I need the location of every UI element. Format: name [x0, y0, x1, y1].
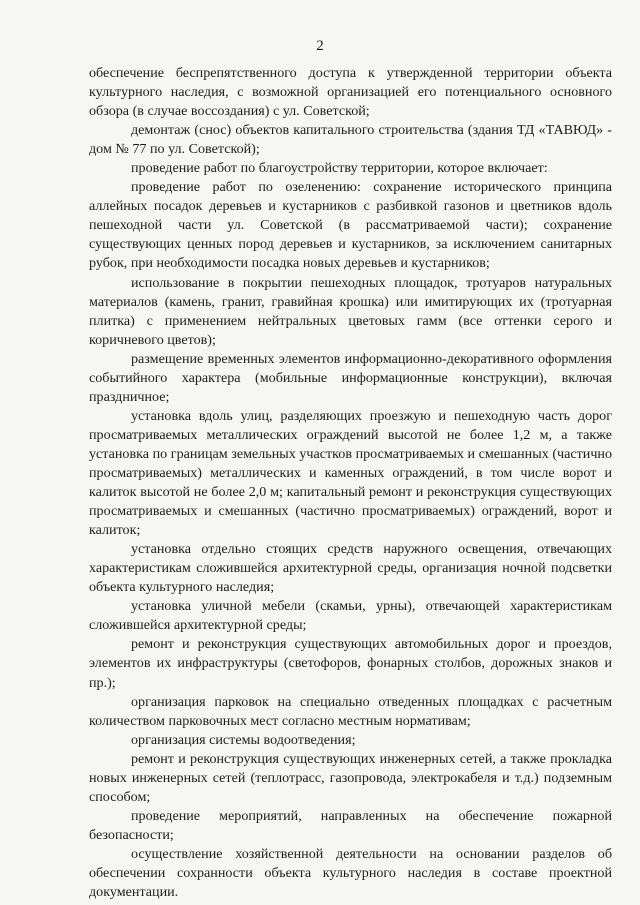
page-number: 2 — [316, 38, 324, 54]
body-paragraph: проведение работ по благоустройству территории, которое включает: — [131, 160, 548, 177]
body-paragraph: проведение работ по озеленению: сохранение исторического принципа аллейных посадок деревьев и кустарников с разбивкой газонов и цветников вдоль пешеходной части ул. Советской (в рассматриваемой части); сохранение существующих ценных пород деревьев и кустарников, за исключением санитарных рубок, при необходимости посадка новых деревьев и кустарников; — [89, 179, 612, 272]
body-paragraph: организация системы водоотведения; — [131, 731, 356, 748]
body-paragraph: установка вдоль улиц, разделяющих проезжую и пешеходную часть дорог просматриваемых металлических ограждений высотой не более 1,2 м, а также установка по границам земельных участков просматриваемых и смешанных (частично просматриваемых) металлических и каменных ограждений, в том числе ворот и калиток высотой не более 2,0 м; капитальный ремонт и реконструкция существующих просматриваемых и смешанных (частично просматриваемых) ограждений, ворот и калиток; — [89, 407, 612, 539]
body-paragraph: установка отдельно стоящих средств наружного освещения, отвечающих характеристикам сложившейся архитектурной среды, организация ночной подсветки объекта культурного наследия; — [89, 541, 612, 596]
body-paragraph: проведение мероприятий, направленных на обеспечение пожарной безопасности; — [89, 807, 612, 843]
body-paragraph: ремонт и реконструкция существующих инженерных сетей, а также прокладка новых инженерных сетей (теплотрасс, газопровода, электрокабеля и т.д.) подземным способом; — [89, 750, 612, 805]
body-paragraph: установка уличной мебели (скамьи, урны), отвечающей характеристикам сложившейся архитектурной среды; — [89, 598, 612, 634]
body-paragraph: обеспечение беспрепятственного доступа к утвержденной территории объекта культурного наследия, с возможной организацией его потенциального основного обзора (в случае воссоздания) с ул. Советской; — [89, 65, 612, 120]
document-body — [89, 64, 612, 902]
body-paragraph: организация парковок на специально отведенных площадках с расчетным количеством парковочных мест согласно местным нормативам; — [89, 693, 612, 729]
body-paragraph: размещение временных элементов информационно-декоративного оформления событийного характера (мобильные информационные конструкции), включая праздничное; — [89, 350, 612, 405]
body-paragraph: ремонт и реконструкция существующих автомобильных дорог и проездов, элементов их инфраструктуры (светофоров, фонарных столбов, дорожных знаков и пр.); — [89, 636, 612, 691]
body-paragraph: использование в покрытии пешеходных площадок, тротуаров натуральных материалов (камень, гранит, гравийная крошка) или имитирующих их (тротуарная плитка) с применением нейтральных цветовых гамм (все оттенки серого и коричневого цветов); — [89, 274, 612, 348]
body-paragraph: осуществление хозяйственной деятельности на основании разделов об обеспечении сохранности объекта культурного наследия в составе проектной документации. — [89, 845, 612, 901]
body-paragraph: демонтаж (снос) объектов капитального строительства (здания ТД «ТАВЮД» - дом № 77 по ул. Советской); — [89, 122, 612, 158]
